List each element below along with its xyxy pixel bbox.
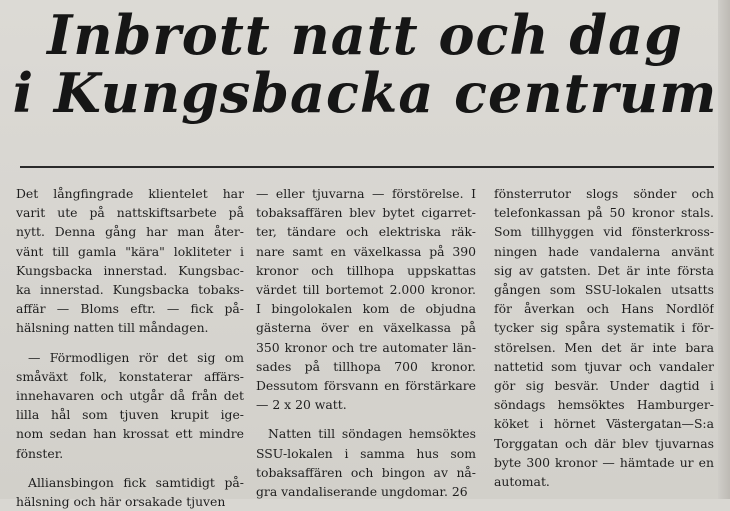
article-line: nattetid som tjuvar och vandaler <box>494 358 714 374</box>
article-line: sades på tillhopa 700 kronor. <box>256 358 476 374</box>
article-line: lilla hål som tjuven krupit ige- <box>16 407 244 423</box>
article-line: Det långfingrade klientelet har <box>16 186 244 201</box>
article-line: — Förmodligen rör det sig om <box>28 349 244 365</box>
article-line: I bingolokalen kom de objudna <box>256 301 476 317</box>
article-line: småväxt folk, konstaterar affärs- <box>16 368 244 384</box>
article-line: hälsning och här orsakade tjuven <box>16 494 226 510</box>
article-line: köket i hörnet Västergatan—S:a <box>494 416 714 432</box>
article-line: Alliansbingon fick samtidigt på- <box>28 474 244 490</box>
article-line: för åverkan och Hans Nordlöf <box>494 301 714 317</box>
headline-line-2: i Kungsbacka centrum <box>12 61 718 125</box>
article-line: affär — Bloms eftr. — fick på- <box>16 301 244 317</box>
article-line: ka innerstad. Kungsbacka tobaks- <box>16 282 244 298</box>
article-line: Som tillhyggen vid fönsterkross- <box>494 224 714 240</box>
article-line: tobaksaffären blev bytet cigarret- <box>256 205 476 221</box>
paragraph-gap <box>256 414 476 424</box>
paragraph-gap <box>16 338 244 348</box>
article-line: gästerna över en växelkassa på <box>256 320 476 336</box>
article-line: störelsen. Men det är inte bara <box>494 339 714 355</box>
article-line: automat. <box>494 474 550 490</box>
article-line: gra vandaliserande ungdomar. 26 <box>256 484 468 500</box>
article-line: gör sig besvär. Under dagtid i <box>494 378 714 394</box>
article-line: Torggatan och där blev tjuvarnas <box>494 435 714 451</box>
article-line: nare samt en växelkassa på 390 <box>256 243 476 259</box>
article-line: varit ute på nattskiftsarbete på <box>16 205 244 221</box>
article-line: söndags hemsöktes Hamburger- <box>494 397 714 413</box>
paragraph-gap <box>16 463 244 473</box>
article-line: innehavaren och utgår då från det <box>16 388 244 404</box>
article-line: vänt till gamla "kära" lokliteter i <box>16 243 244 259</box>
article-line: nom sedan han krossat ett mindre <box>16 426 244 442</box>
article-line: gången som SSU-lokalen utsatts <box>494 282 714 298</box>
article-line: kronor och tillhopa uppskattas <box>256 262 476 278</box>
headline-rule <box>20 166 714 168</box>
article-line: värdet till bortemot 2.000 kronor. <box>256 282 476 298</box>
article-line: hälsning natten till måndagen. <box>16 320 209 336</box>
article-line: fönster. <box>16 445 64 461</box>
article-column-2 <box>256 184 476 501</box>
article-line: SSU-lokalen i samma hus som <box>256 445 476 461</box>
article-line: Natten till söndagen hemsöktes <box>268 426 476 442</box>
article-line: 350 kronor och tre automater län- <box>256 339 476 355</box>
article-line: tobaksaffären och bingon av nå- <box>256 464 476 480</box>
article-line: ter, tändare och elektriska räk- <box>256 224 476 240</box>
article-column-3 <box>494 184 714 491</box>
article-line: — 2 x 20 watt. <box>256 397 347 413</box>
article-line: — eller tjuvarna — förstörelse. I <box>256 186 476 201</box>
article-column-1 <box>16 184 244 511</box>
article-line: nytt. Denna gång har man åter- <box>16 224 244 240</box>
headline <box>0 3 730 125</box>
article-line: tycker sig spåra systematik i för- <box>494 320 714 336</box>
article-line: ningen hade vandalerna använt <box>494 243 714 259</box>
article-line: Dessutom försvann en förstärkare <box>256 378 476 394</box>
headline-line-1: Inbrott natt och dag <box>47 3 683 67</box>
article-line: byte 300 kronor — hämtade ur en <box>494 454 714 470</box>
article-line: telefonkassan på 50 kronor stals. <box>494 205 714 221</box>
article-line: Kungsbacka innerstad. Kungsbac- <box>16 262 244 278</box>
article-line: fönsterrutor slogs sönder och <box>494 186 714 201</box>
article-line: sig av gatsten. Det är inte första <box>494 262 714 278</box>
page-fold <box>718 0 730 499</box>
